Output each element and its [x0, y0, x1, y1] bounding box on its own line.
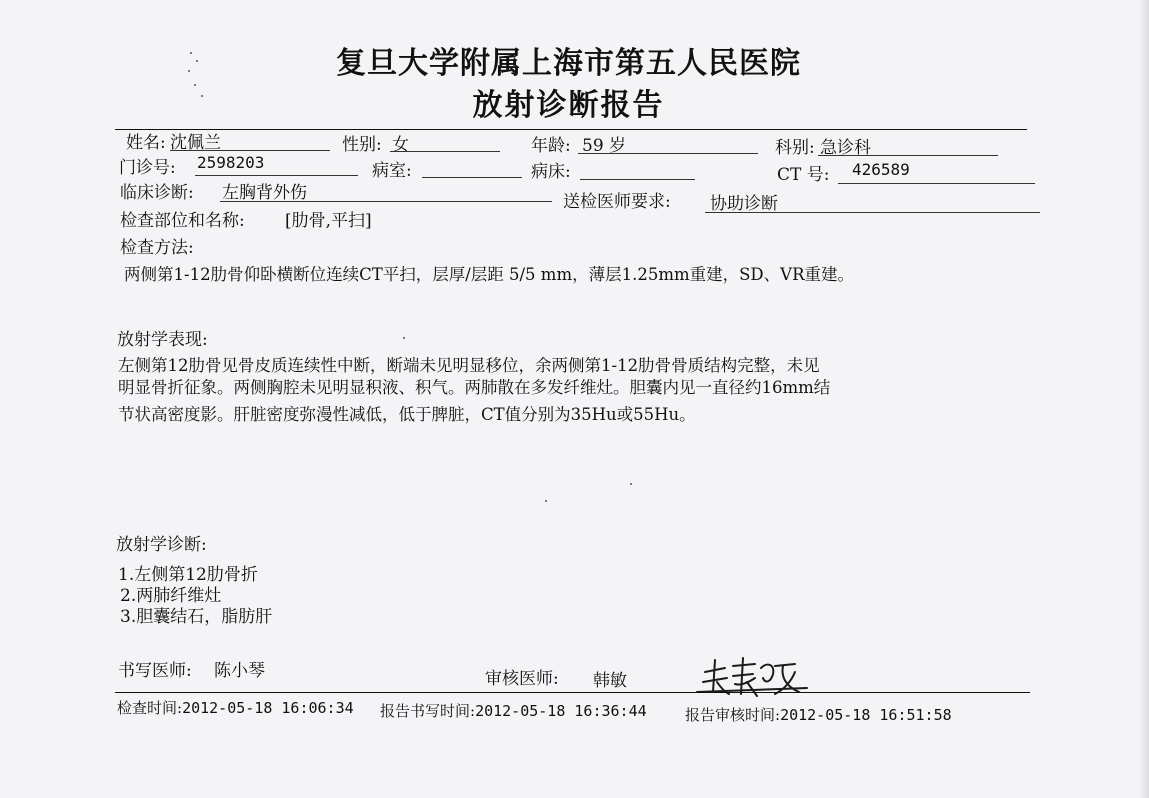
clinical-dx: 左胸背外伤 — [222, 183, 307, 203]
reviewer-name: 韩敏 — [593, 671, 627, 691]
clinic-no-label: 门诊号: — [119, 158, 176, 178]
method-label: 检查方法: — [120, 238, 194, 258]
hospital-name: 复旦大学附属上海市第五人民医院 — [336, 46, 801, 81]
writer-name: 陈小琴 — [214, 661, 265, 681]
diagnosis-item: 3.胆囊结石，脂肪肝 — [120, 607, 273, 627]
review-time-value: 2012-05-18 16:51:58 — [780, 706, 952, 724]
age-underline — [578, 153, 758, 154]
diagnosis-label: 放射学诊断: — [116, 535, 207, 555]
findings-line: 左侧第12肋骨见骨皮质连续性中断，断端未见明显移位，余两侧第1-12肋骨骨质结构完整，未见 — [118, 356, 820, 375]
dept-underline — [818, 155, 998, 156]
write-time-label: 报告书写时间: — [380, 702, 476, 720]
request: 协助诊断 — [710, 194, 778, 214]
header-rule — [115, 129, 1027, 130]
patient-sex: 女 — [392, 135, 409, 155]
scan-edge — [1139, 0, 1149, 798]
write-time — [380, 700, 647, 721]
exam-time-value: 2012-05-18 16:06:34 — [182, 699, 354, 717]
dept-label: 科别: — [775, 138, 815, 158]
ct-no: 426589 — [852, 160, 910, 179]
request-underline — [705, 212, 1040, 213]
ct-no-label: CT 号: — [777, 165, 830, 185]
bed-label: 病床: — [531, 162, 571, 182]
ward-label: 病室: — [372, 161, 412, 181]
findings-line: 明显骨折征象。两侧胸腔未见明显积液、积气。两肺散在多发纤维灶。胆囊内见一直径约16mm结 — [118, 378, 831, 397]
sex-underline — [390, 151, 500, 152]
diagnosis-item: 2.两肺纤维灶 — [120, 586, 222, 606]
exam-site-label: 检查部位和名称: — [120, 211, 245, 231]
clinical-dx-underline — [220, 201, 552, 202]
findings-line: 节状高密度影。肝脏密度弥漫性减低，低于脾脏，CT值分别为35Hu或55Hu。 — [118, 405, 696, 424]
bed-underline — [580, 179, 695, 180]
write-time-value: 2012-05-18 16:36:44 — [475, 702, 647, 720]
patient-age: 59 岁 — [582, 136, 627, 156]
patient-dept: 急诊科 — [820, 138, 871, 158]
exam-time-label: 检查时间: — [117, 699, 183, 717]
writer-label: 书写医师: — [118, 661, 192, 681]
request-label: 送检医师要求: — [563, 192, 671, 212]
report-title: 放射诊断报告 — [472, 88, 665, 123]
ct-no-underline — [838, 183, 1035, 184]
clinical-dx-label: 临床诊断: — [120, 183, 194, 203]
exam-site: [肋骨,平扫] — [285, 211, 372, 231]
clinic-no: 2598203 — [197, 153, 265, 172]
sex-label: 性别: — [342, 135, 382, 155]
exam-time — [117, 697, 354, 718]
name-label: 姓名: — [126, 133, 166, 153]
findings-label: 放射学表现: — [117, 330, 208, 350]
method-text: 两侧第1-12肋骨仰卧横断位连续CT平扫，层厚/层距 5/5 mm，薄层1.25mm重建，SD、VR重建。 — [124, 265, 854, 284]
clinic-no-underline — [195, 175, 358, 176]
review-time — [685, 704, 952, 725]
age-label: 年龄: — [531, 136, 571, 156]
diagnosis-item: 1.左侧第12肋骨折 — [118, 565, 258, 585]
reviewer-label: 审核医师: — [485, 669, 559, 689]
review-time-label: 报告审核时间: — [685, 706, 781, 724]
patient-name: 沈佩兰 — [170, 133, 221, 153]
footer-rule — [115, 692, 1030, 693]
name-underline — [170, 150, 330, 151]
ward-underline — [422, 177, 522, 178]
